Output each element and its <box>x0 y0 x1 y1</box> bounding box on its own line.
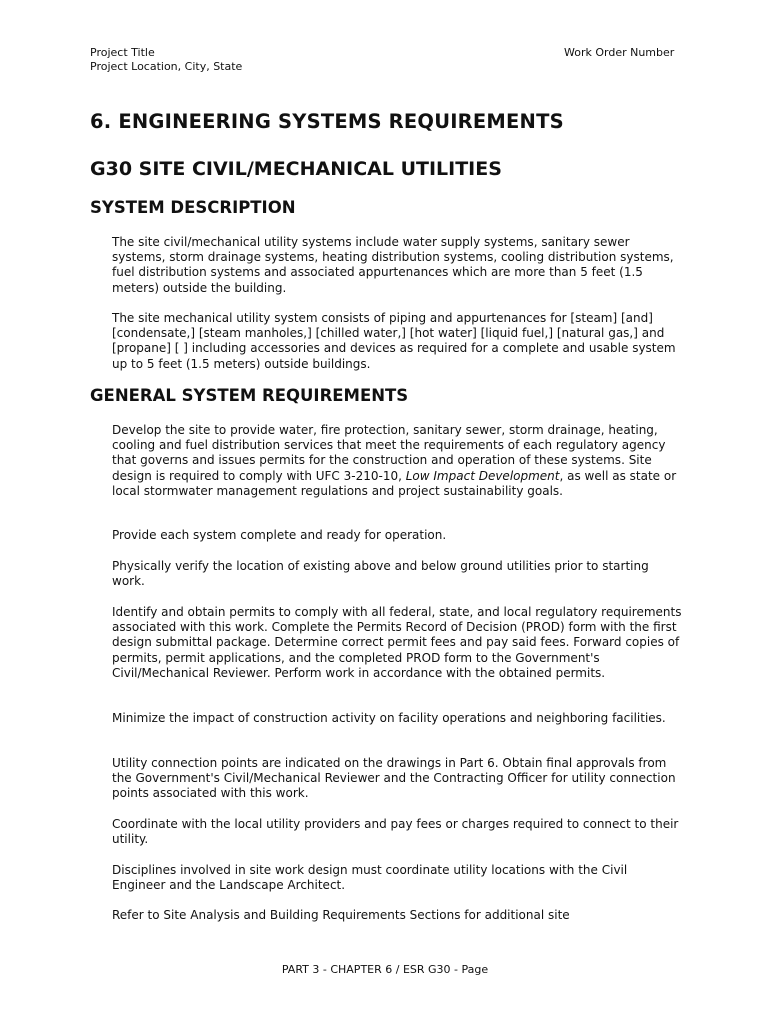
general-paragraph-8: Disciplines involved in site work design must coordinate utility locations with the Civil Engineer and the Landscape Architect. <box>112 863 628 893</box>
general-paragraph-3: Physically verify the location of existing above and below ground utilities prior to starting work. <box>112 559 649 589</box>
general-paragraph-9: Refer to Site Analysis and Building Requirements Sections for additional site <box>112 908 570 922</box>
general-paragraph-2: Provide each system complete and ready for operation. <box>112 528 447 542</box>
general-paragraph-1-text-b: , as well as state or local stormwater management regulations and project sustainability goals. <box>112 468 677 498</box>
general-requirements-heading: GENERAL SYSTEM REQUIREMENTS <box>90 386 409 405</box>
general-paragraph-6: Utility connection points are indicated on the drawings in Part 6. Obtain final approvals from the Government's Civil/Mechanical Reviewer and the Contracting Officer for utility connection points associated with this work. <box>112 756 676 801</box>
system-description-paragraph-1: The site civil/mechanical utility systems include water supply systems, sanitary sewer systems, storm drainage systems, heating distribution systems, cooling distribution systems, fuel distribution systems and associated appurtenances which are more than 5 feet (1.5 meters) outside the building. <box>112 235 674 295</box>
page-footer: PART 3 - CHAPTER 6 / ESR G30 - Page <box>281 963 489 976</box>
general-paragraph-4: Identify and obtain permits to comply with all federal, state, and local regulatory requirements associated with this work. Complete the Permits Record of Decision (PROD) form with the first design submittal package. Determine correct permit fees and pay said fees. Forward copies of permits, permit applications, and the completed PROD form to the Government's Civil/Mechanical Reviewer. Perform work in accordance with the obtained permits. <box>112 605 682 680</box>
general-paragraph-5: Minimize the impact of construction activity on facility operations and neighboring facilities. <box>112 711 666 725</box>
general-paragraph-1 <box>112 423 682 499</box>
section-heading: 6. ENGINEERING SYSTEMS REQUIREMENTS <box>90 110 564 133</box>
low-impact-development-title: Low Impact Development <box>405 468 560 483</box>
project-location: Project Location, City, State <box>90 60 243 73</box>
work-order-number: Work Order Number <box>564 46 675 59</box>
system-description-paragraph-2: The site mechanical utility system consists of piping and appurtenances for [steam] [and] [condensate,] [steam manholes,] [chilled water,] [hot water] [liquid fuel,] [natural gas,] and [propane] [ ] including accessories and devices as required for a complete and usable system up to 5 feet (1.5 meters) outside buildings. <box>112 311 676 371</box>
page-header-left <box>90 46 242 74</box>
general-paragraph-1-text-a: Develop the site to provide water, fire protection, sanitary sewer, storm drainage, heating, cooling and fuel distribution services that meet the requirements of each regulatory agency that governs and issues permits for the construction and operation of these systems. Site design is required to comply with UFC 3-210-10, <box>112 423 666 483</box>
subsection-heading: G30 SITE CIVIL/MECHANICAL UTILITIES <box>90 158 502 180</box>
system-description-heading: SYSTEM DESCRIPTION <box>90 198 296 217</box>
general-paragraph-7: Coordinate with the local utility providers and pay fees or charges required to connect to their utility. <box>112 817 679 847</box>
project-title: Project Title <box>90 46 155 59</box>
